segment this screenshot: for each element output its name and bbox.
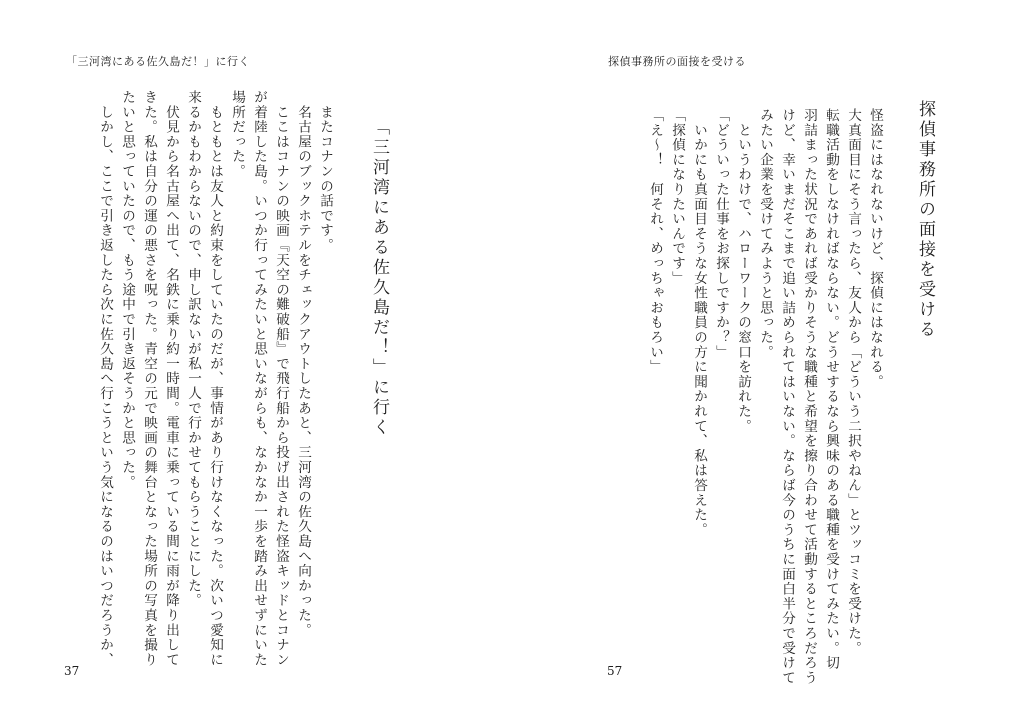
text-line: ここはコナンの映画『天空の難破船』で飛行船から投げ出された怪盗キッドとコナン [273,90,289,668]
text-line: またコナンの話です。 [317,90,333,253]
page-number: 37 [64,664,80,678]
text-line: が着陸した島。いつか行ってみたいと思いながらも、なかなか一歩を踏み出せずにいた [251,90,267,668]
text-line: 転職活動をしなければならない。どうせするなら興味のある職種を受けてみたい。切 [823,108,839,671]
text-line: 大真面目にそう言ったら、友人から「どういう二択やねん」とツッコミを受けた。 [845,108,861,656]
text-line: しかし、ここで引き返したら次に佐久島へ行こうという気になるのはいつだろうか、 [97,90,113,668]
text-line: いかにも真面目そうな女性職員の方に聞かれて、私は答えた。 [691,108,707,538]
chapter-title: 探偵事務所の面接を受ける [915,100,935,340]
right-page [512,0,1024,709]
text-line: きた。私は自分の運の悪さを呪った。青空の元で映画の舞台となった場所の写真を撮り [141,90,157,668]
running-header: 探偵事務所の面接を受ける [608,55,746,68]
text-line: けど、幸いまだそこまで追い詰められてはいない。ならば今のうちに面白半分で受けて [779,108,795,686]
text-line: 怪盗にはなれないけど、探偵にはなれる。 [867,108,883,390]
text-line: 場所だった。 [229,90,245,179]
text-line: 「え〜！ 何それ、めっちゃおもろい」 [647,108,663,375]
text-line: たいと思っていたので、もう途中で引き返そうかと思った。 [119,90,135,490]
text-line: 「探偵になりたいんです」 [669,108,685,286]
text-line: 伏見から名古屋へ出て、名鉄に乗り約一時間。電車に乗っている間に雨が降り出して [163,90,179,668]
chapter-title: 「三河湾にある佐久島だ！」に行く [369,118,389,438]
text-line: 来るかもわからないので、申し訳ないが私一人で行かせてもらうことにした。 [185,90,201,608]
text-line: みたい企業を受けてみようと思った。 [757,108,773,360]
body-text [644,100,938,686]
running-header: 「三河湾にある佐久島だ！」に行く [66,55,250,68]
page-number: 57 [607,664,623,678]
text-line: 「どういった仕事をお探しですか？」 [713,108,729,360]
text-line: もともとは友人と約束をしていたのだが、事情があり行けなくなった。次いつ愛知に [207,90,223,668]
body-text [94,90,392,668]
text-line: 羽詰まった状況であれば受かりそうな職種と希望を擦り合わせて活動するところだろう [801,108,817,686]
text-line: というわけで、ハローワークの窓口を訪れた。 [735,108,751,434]
text-line: 名古屋のブックホテルをチェックアウトしたあと、三河湾の佐久島へ向かった。 [295,90,311,638]
